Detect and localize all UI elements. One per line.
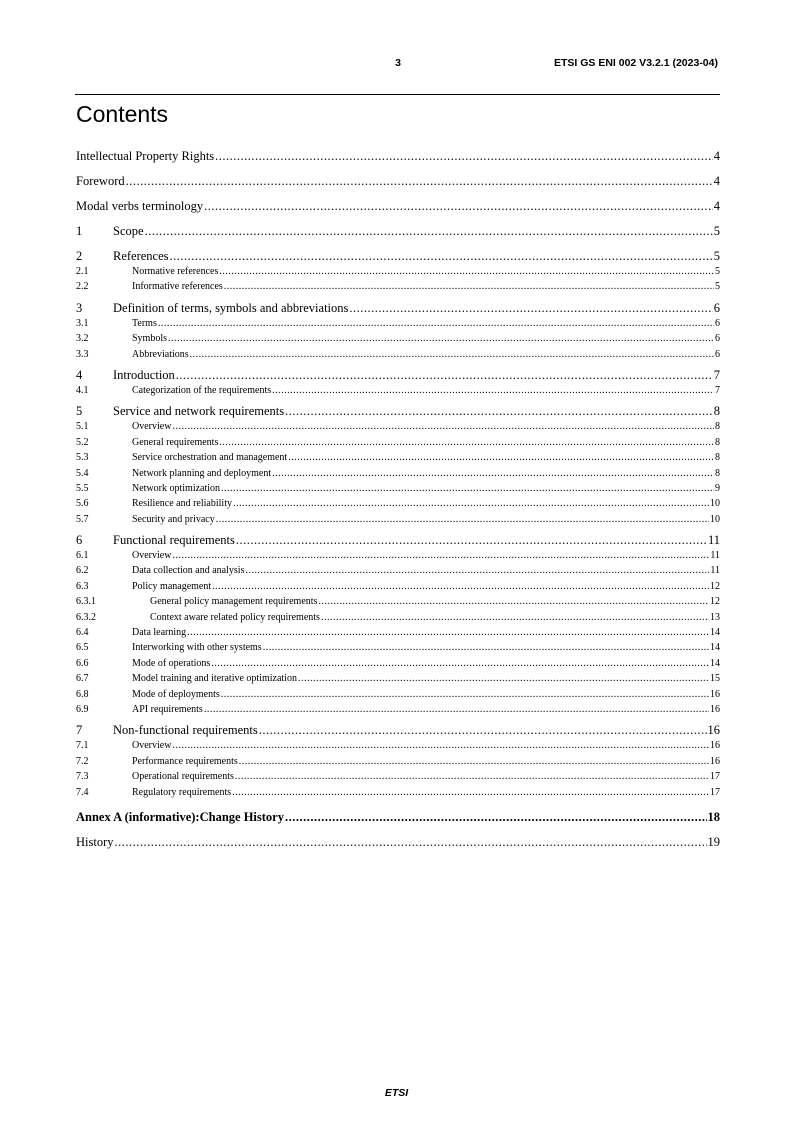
toc-leader — [285, 809, 707, 825]
toc-page: 12 — [710, 580, 720, 592]
toc-number: 1 — [76, 224, 83, 238]
toc-page: 7 — [713, 367, 720, 382]
toc-page: 16 — [710, 755, 720, 767]
toc-entry[interactable] — [76, 148, 720, 164]
toc-page: 14 — [710, 657, 720, 669]
toc-entry[interactable] — [76, 722, 720, 738]
toc-leader — [235, 769, 709, 784]
toc-entry[interactable] — [76, 403, 720, 419]
toc-title: Regulatory requirements — [132, 786, 232, 798]
toc-title: Context aware related policy requirements — [150, 611, 320, 623]
toc-leader — [212, 579, 709, 594]
toc-page: 6 — [715, 348, 720, 360]
toc-entry[interactable] — [76, 248, 720, 264]
toc-number: 6.1 — [76, 550, 89, 562]
toc-title: Overview — [132, 740, 172, 752]
toc-title: Data learning — [132, 627, 187, 639]
toc-entry[interactable] — [76, 466, 720, 481]
toc-page: 17 — [710, 771, 720, 783]
toc-leader — [126, 173, 713, 189]
toc-leader — [232, 785, 709, 800]
toc-entry[interactable] — [76, 579, 720, 594]
toc-entry[interactable] — [76, 264, 720, 279]
toc-title: Overview — [132, 550, 172, 562]
page-title: Contents — [76, 101, 169, 127]
header-rule — [75, 94, 720, 95]
toc-entry[interactable] — [76, 419, 720, 434]
toc-number: 6.2 — [76, 565, 89, 577]
toc-number: 7.1 — [76, 740, 89, 752]
toc-page: 6 — [715, 317, 720, 329]
toc-number: 2.2 — [76, 281, 89, 293]
toc-entry[interactable] — [76, 640, 720, 655]
document-id: ETSI GS ENI 002 V3.2.1 (2023-04) — [553, 57, 718, 69]
toc-entry[interactable] — [76, 785, 720, 800]
toc-number: 6.3.2 — [76, 611, 96, 623]
toc-title: Data collection and analysis — [132, 565, 245, 577]
toc-number: 7.2 — [76, 755, 89, 767]
toc-leader — [349, 300, 712, 316]
toc-title: Mode of operations — [132, 657, 211, 669]
toc-number: 7.3 — [76, 771, 89, 783]
toc-number: 3 — [76, 300, 83, 315]
toc-number: 4.1 — [76, 384, 89, 396]
toc-title: Overview — [132, 421, 172, 433]
toc-leader — [233, 496, 709, 511]
toc-entry[interactable] — [76, 702, 720, 717]
toc-title: References — [113, 249, 169, 263]
toc-page: 4 — [713, 199, 720, 213]
footer-etsi: ETSI — [384, 1087, 409, 1099]
toc-leader — [172, 419, 714, 434]
toc-page: 8 — [713, 404, 720, 419]
toc-leader — [259, 722, 707, 738]
toc-entry[interactable] — [76, 671, 720, 686]
toc-entry[interactable] — [76, 198, 720, 214]
toc-leader — [285, 403, 713, 419]
toc-entry[interactable] — [76, 450, 720, 465]
toc-page: 17 — [710, 786, 720, 798]
toc-leader — [318, 594, 709, 609]
toc-title: Resilience and reliability — [132, 498, 232, 510]
toc-page: 18 — [707, 809, 720, 824]
toc-page: 16 — [710, 703, 720, 715]
toc-title: Operational requirements — [132, 771, 234, 783]
toc-number: 7.4 — [76, 786, 89, 798]
toc-number: 5.3 — [76, 452, 89, 464]
toc-title: Network optimization — [132, 482, 221, 494]
toc-title: Scope — [113, 224, 144, 238]
toc-entry[interactable] — [76, 610, 720, 625]
toc-leader — [272, 466, 714, 481]
toc-number: 6 — [76, 533, 83, 548]
toc-entry[interactable] — [76, 754, 720, 769]
toc-leader — [170, 248, 713, 264]
toc-leader — [298, 671, 709, 686]
toc-entry[interactable] — [76, 769, 720, 784]
toc-title: API requirements — [132, 703, 203, 715]
toc-entry[interactable] — [76, 367, 720, 383]
toc-leader — [168, 331, 714, 346]
toc-title: Categorization of the requirements — [132, 384, 272, 396]
toc-number: 6.8 — [76, 688, 89, 700]
toc-page: 8 — [715, 421, 720, 433]
toc-page: 6 — [715, 333, 720, 345]
toc-page: 16 — [707, 723, 720, 738]
toc-page: 8 — [715, 467, 720, 479]
toc-leader — [221, 481, 714, 496]
toc-page: 8 — [715, 436, 720, 448]
toc-number: 7 — [76, 723, 83, 738]
toc-title: Service orchestration and management — [132, 452, 288, 464]
page-number: 3 — [395, 57, 401, 69]
toc-leader — [172, 548, 709, 563]
toc-page: 10 — [710, 498, 720, 510]
toc-title: Security and privacy — [132, 513, 215, 525]
toc-number: 5.5 — [76, 482, 89, 494]
toc-number: 6.9 — [76, 703, 89, 715]
toc-entry[interactable] — [76, 834, 720, 850]
toc-page: 6 — [713, 300, 720, 315]
toc-page: 19 — [707, 834, 720, 849]
toc-title: Mode of deployments — [132, 688, 220, 700]
toc-leader — [288, 450, 714, 465]
toc-number: 3.2 — [76, 333, 89, 345]
toc-leader — [187, 625, 709, 640]
toc-page: 4 — [713, 149, 720, 163]
toc-leader — [272, 383, 714, 398]
toc-number: 6.5 — [76, 642, 89, 654]
toc-leader — [221, 687, 709, 702]
toc-leader — [145, 223, 713, 239]
toc-entry[interactable] — [76, 435, 720, 450]
toc-title: Interworking with other systems — [132, 642, 262, 654]
toc-number: 5.2 — [76, 436, 89, 448]
toc-entry[interactable] — [76, 279, 720, 294]
toc-number: 6.3 — [76, 580, 89, 592]
toc-leader — [216, 512, 709, 527]
toc-page: 12 — [710, 596, 720, 608]
toc-page: 13 — [710, 611, 720, 623]
toc-title: Modal verbs terminology — [76, 199, 204, 213]
toc-page: 11 — [710, 565, 720, 577]
toc-number: 5 — [76, 404, 83, 419]
toc-number: 5.4 — [76, 467, 89, 479]
toc-title: Abbreviations — [132, 348, 189, 360]
toc-entry[interactable] — [76, 656, 720, 671]
toc-leader — [176, 367, 713, 383]
toc-leader — [211, 656, 709, 671]
toc-page: 5 — [713, 249, 720, 263]
toc-title: Definition of terms, symbols and abbreviations — [113, 300, 349, 315]
toc-number: 6.4 — [76, 627, 89, 639]
toc-page: 16 — [710, 688, 720, 700]
toc-number: 2 — [76, 249, 83, 263]
toc-page: 9 — [715, 482, 720, 494]
toc-entry[interactable] — [76, 594, 720, 609]
toc-number: 6.6 — [76, 657, 89, 669]
toc-number: 3.3 — [76, 348, 89, 360]
toc-page: 8 — [715, 452, 720, 464]
toc-leader — [245, 563, 709, 578]
toc-leader — [190, 347, 714, 362]
toc-number: 5.1 — [76, 421, 89, 433]
toc-number: 4 — [76, 367, 83, 382]
toc-title: Policy management — [132, 580, 212, 592]
toc-entry[interactable] — [76, 300, 720, 316]
toc-title: History — [76, 834, 114, 849]
toc-page: 5 — [715, 281, 720, 293]
toc-entry[interactable] — [76, 512, 720, 527]
toc-page: 7 — [715, 384, 720, 396]
toc-entry[interactable] — [76, 481, 720, 496]
toc-leader — [219, 264, 714, 279]
toc-number: 2.1 — [76, 266, 89, 277]
toc-entry[interactable] — [76, 331, 720, 346]
toc-leader — [236, 532, 707, 548]
toc-leader — [321, 610, 709, 625]
toc-leader — [115, 834, 707, 850]
toc-leader — [204, 198, 713, 214]
toc-entry[interactable] — [76, 347, 720, 362]
toc-title: Normative references — [132, 266, 219, 277]
toc-number: 3.1 — [76, 317, 89, 329]
toc-leader — [158, 316, 714, 331]
toc-title: Non-functional requirements — [113, 723, 258, 738]
toc-title: Terms — [132, 317, 157, 329]
toc-page: 11 — [707, 533, 720, 548]
toc-entry[interactable] — [76, 548, 720, 563]
toc-page: 10 — [710, 513, 720, 525]
toc-entry-annex[interactable] — [76, 809, 720, 825]
toc-number: 5.6 — [76, 498, 89, 510]
table-of-contents — [76, 140, 720, 850]
toc-number: 5.7 — [76, 513, 89, 525]
toc-entry[interactable] — [76, 687, 720, 702]
toc-title: Service and network requirements — [113, 404, 285, 419]
toc-entry[interactable] — [76, 173, 720, 189]
toc-entry[interactable] — [76, 625, 720, 640]
toc-title: Informative references — [132, 281, 223, 293]
toc-entry[interactable] — [76, 532, 720, 548]
toc-leader — [224, 279, 714, 294]
toc-title: Symbols — [132, 333, 168, 345]
toc-leader — [215, 148, 713, 164]
toc-title: Foreword — [76, 174, 125, 188]
toc-entry[interactable] — [76, 383, 720, 398]
toc-title: Model training and iterative optimization — [132, 673, 297, 685]
toc-entry[interactable] — [76, 738, 720, 753]
toc-number: 6.3.1 — [76, 596, 96, 608]
toc-entry[interactable] — [76, 563, 720, 578]
toc-entry[interactable] — [76, 223, 720, 239]
toc-page: 11 — [710, 550, 720, 562]
toc-page: 14 — [710, 642, 720, 654]
toc-leader — [239, 754, 709, 769]
toc-page: 4 — [713, 174, 720, 188]
toc-title: General requirements — [132, 436, 219, 448]
toc-title: Introduction — [113, 367, 175, 382]
toc-title: Change History — [199, 809, 284, 824]
annex-label: Annex A (informative): — [76, 809, 200, 824]
toc-page: 5 — [713, 224, 720, 238]
toc-leader — [172, 738, 709, 753]
toc-page: 15 — [710, 673, 720, 685]
toc-title: Performance requirements — [132, 755, 238, 767]
toc-page: 5 — [715, 266, 720, 277]
toc-leader — [219, 435, 714, 450]
toc-leader — [204, 702, 709, 717]
toc-title: General policy management requirements — [150, 596, 318, 608]
toc-title: Functional requirements — [113, 533, 235, 548]
toc-entry[interactable] — [76, 316, 720, 331]
toc-page: 16 — [710, 740, 720, 752]
toc-title: Network planning and deployment — [132, 467, 272, 479]
toc-entry[interactable] — [76, 496, 720, 511]
toc-title: Intellectual Property Rights — [76, 149, 215, 163]
toc-page: 14 — [710, 627, 720, 639]
toc-leader — [263, 640, 709, 655]
toc-number: 6.7 — [76, 673, 89, 685]
